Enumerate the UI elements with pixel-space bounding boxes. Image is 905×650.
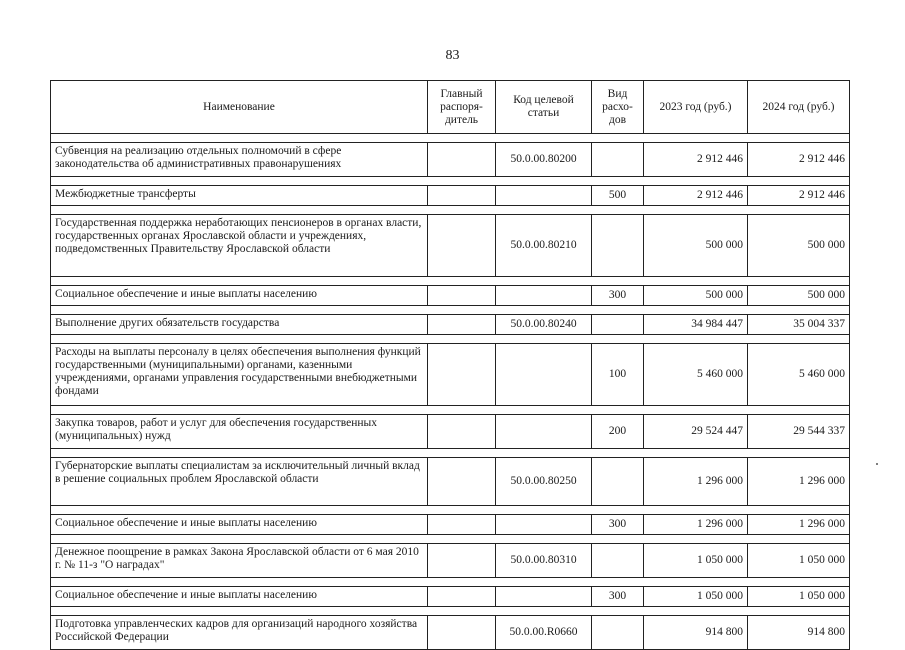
cell-item-name: Субвенция на реализацию отдельных полномочий в сфере законодательства об административных правонарушениях [51, 143, 428, 177]
cell-amount-2023: 2 912 446 [644, 186, 748, 206]
cell-amount-2024: 2 912 446 [748, 143, 850, 177]
cell-amount-2024: 1 296 000 [748, 458, 850, 506]
cell-amount-2023: 29 524 447 [644, 415, 748, 449]
header-target-code: Код целевой статьи [496, 81, 592, 134]
row-gap-cell [51, 406, 850, 415]
row-gap [51, 134, 850, 143]
cell-main-manager [428, 415, 496, 449]
row-gap-cell [51, 177, 850, 186]
scan-speck [876, 463, 878, 465]
cell-amount-2024: 1 050 000 [748, 544, 850, 578]
cell-item-name: Государственная поддержка неработающих пенсионеров в органах власти, государственных органах Ярославской области и учреждениях, подведомственных Правительству Ярославской области [51, 215, 428, 277]
cell-amount-2023: 1 050 000 [644, 544, 748, 578]
cell-amount-2023: 2 912 446 [644, 143, 748, 177]
cell-item-name: Социальное обеспечение и иные выплаты населению [51, 587, 428, 607]
table-row [51, 286, 850, 306]
cell-target-code: 50.0.00.80200 [496, 143, 592, 177]
table-row [51, 544, 850, 578]
row-gap [51, 177, 850, 186]
row-gap-cell [51, 506, 850, 515]
cell-expense-type: 500 [592, 186, 644, 206]
cell-item-name: Социальное обеспечение и иные выплаты населению [51, 286, 428, 306]
cell-target-code: 50.0.00.80210 [496, 215, 592, 277]
cell-amount-2023: 5 460 000 [644, 344, 748, 406]
cell-target-code [496, 415, 592, 449]
header-name: Наименование [51, 81, 428, 134]
cell-amount-2024: 2 912 446 [748, 186, 850, 206]
cell-amount-2024: 35 004 337 [748, 315, 850, 335]
header-main-manager: Главный распоря- дитель [428, 81, 496, 134]
cell-expense-type: 300 [592, 515, 644, 535]
cell-item-name: Подготовка управленческих кадров для организаций народного хозяйства Российской Федерации [51, 616, 428, 650]
cell-expense-type: 300 [592, 587, 644, 607]
cell-target-code: 50.0.00.R0660 [496, 616, 592, 650]
table-header-row [51, 81, 850, 134]
row-gap-cell [51, 607, 850, 616]
cell-amount-2023: 500 000 [644, 286, 748, 306]
cell-amount-2023: 1 050 000 [644, 587, 748, 607]
row-gap [51, 578, 850, 587]
cell-amount-2024: 1 296 000 [748, 515, 850, 535]
cell-expense-type [592, 143, 644, 177]
cell-expense-type: 100 [592, 344, 644, 406]
row-gap [51, 335, 850, 344]
cell-expense-type: 300 [592, 286, 644, 306]
table-row [51, 587, 850, 607]
cell-target-code [496, 186, 592, 206]
cell-expense-type [592, 458, 644, 506]
cell-amount-2024: 29 544 337 [748, 415, 850, 449]
cell-item-name: Губернаторские выплаты специалистам за исключительный личный вклад в решение социальных проблем Ярославской области [51, 458, 428, 506]
cell-amount-2023: 914 800 [644, 616, 748, 650]
row-gap-cell [51, 535, 850, 544]
page-number: 83 [445, 48, 460, 63]
cell-amount-2024: 5 460 000 [748, 344, 850, 406]
cell-item-name: Денежное поощрение в рамках Закона Ярославской области от 6 мая 2010 г. № 11-з "О наградах" [51, 544, 428, 578]
header-year-2024: 2024 год (руб.) [748, 81, 850, 134]
cell-amount-2023: 500 000 [644, 215, 748, 277]
cell-item-name: Межбюджетные трансферты [51, 186, 428, 206]
table-row [51, 616, 850, 650]
row-gap [51, 506, 850, 515]
cell-item-name: Расходы на выплаты персоналу в целях обеспечения выполнения функций государственными (муниципальными) органами, казенными учреждениями, органами управления государственными внебюджетными фондами [51, 344, 428, 406]
row-gap [51, 535, 850, 544]
row-gap [51, 449, 850, 458]
cell-amount-2023: 1 296 000 [644, 458, 748, 506]
cell-amount-2024: 500 000 [748, 215, 850, 277]
cell-target-code [496, 587, 592, 607]
row-gap [51, 406, 850, 415]
header-year-2023: 2023 год (руб.) [644, 81, 748, 134]
row-gap [51, 306, 850, 315]
cell-expense-type: 200 [592, 415, 644, 449]
cell-amount-2024: 914 800 [748, 616, 850, 650]
table-row [51, 515, 850, 535]
cell-expense-type [592, 616, 644, 650]
cell-target-code: 50.0.00.80310 [496, 544, 592, 578]
cell-amount-2023: 1 296 000 [644, 515, 748, 535]
table-row [51, 415, 850, 449]
row-gap-cell [51, 449, 850, 458]
row-gap-cell [51, 578, 850, 587]
budget-table [50, 80, 850, 650]
cell-expense-type [592, 315, 644, 335]
header-expense-type: Вид расхо- дов [592, 81, 644, 134]
cell-main-manager [428, 616, 496, 650]
row-gap [51, 206, 850, 215]
cell-amount-2023: 34 984 447 [644, 315, 748, 335]
cell-target-code: 50.0.00.80250 [496, 458, 592, 506]
row-gap [51, 277, 850, 286]
cell-item-name: Закупка товаров, работ и услуг для обеспечения государственных (муниципальных) нужд [51, 415, 428, 449]
cell-main-manager [428, 344, 496, 406]
cell-target-code [496, 344, 592, 406]
cell-main-manager [428, 143, 496, 177]
cell-main-manager [428, 315, 496, 335]
cell-expense-type [592, 544, 644, 578]
table-row [51, 344, 850, 406]
cell-amount-2024: 500 000 [748, 286, 850, 306]
cell-target-code [496, 286, 592, 306]
cell-target-code: 50.0.00.80240 [496, 315, 592, 335]
cell-main-manager [428, 515, 496, 535]
cell-main-manager [428, 587, 496, 607]
row-gap-cell [51, 335, 850, 344]
table-body [51, 134, 850, 650]
row-gap-cell [51, 277, 850, 286]
cell-item-name: Социальное обеспечение и иные выплаты населению [51, 515, 428, 535]
table-row [51, 186, 850, 206]
cell-main-manager [428, 544, 496, 578]
row-gap [51, 607, 850, 616]
row-gap-cell [51, 306, 850, 315]
cell-main-manager [428, 286, 496, 306]
row-gap-cell [51, 206, 850, 215]
cell-main-manager [428, 215, 496, 277]
cell-target-code [496, 515, 592, 535]
table-row [51, 143, 850, 177]
table-row [51, 315, 850, 335]
cell-expense-type [592, 215, 644, 277]
cell-amount-2024: 1 050 000 [748, 587, 850, 607]
table-row [51, 458, 850, 506]
table-row [51, 215, 850, 277]
row-gap-cell [51, 134, 850, 143]
cell-main-manager [428, 458, 496, 506]
cell-main-manager [428, 186, 496, 206]
cell-item-name: Выполнение других обязательств государства [51, 315, 428, 335]
